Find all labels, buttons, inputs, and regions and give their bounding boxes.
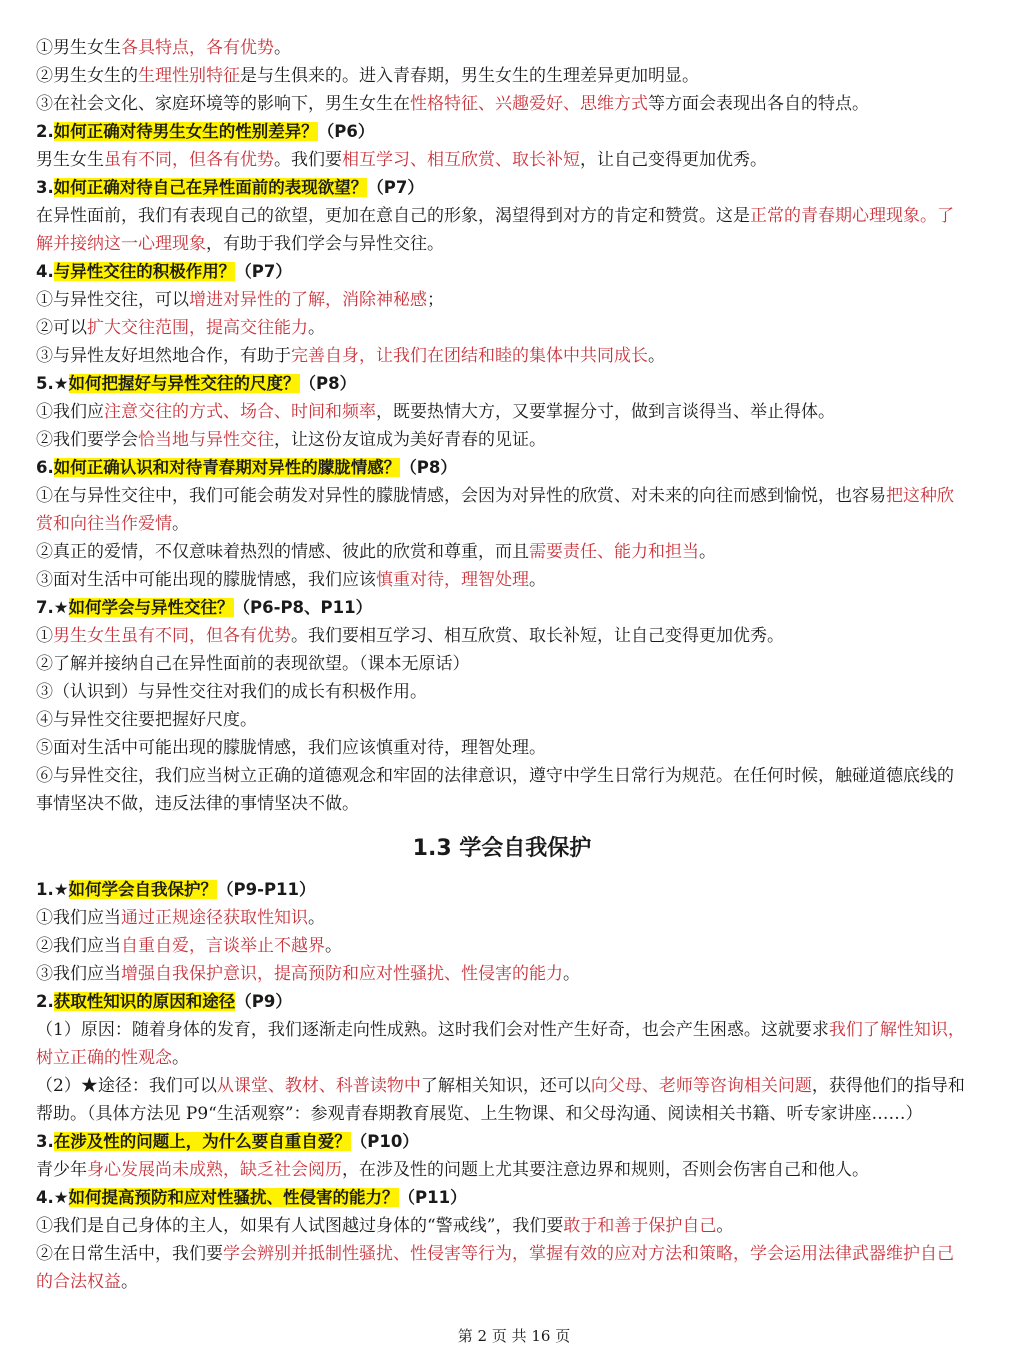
text-line (36, 202, 968, 258)
text-line (36, 34, 968, 62)
text-segment: 4.★ (36, 1188, 69, 1207)
key-point-text: 扩大交往范围，提高交往能力 (87, 318, 308, 338)
text-segment: 2. (36, 992, 54, 1011)
text-line (36, 482, 968, 538)
text-segment: ②在日常生活中，我们要 (36, 1244, 223, 1264)
text-segment: 6. (36, 458, 54, 477)
section-1-2-body (36, 34, 968, 818)
text-segment: ，获得他们的指导和帮助。（具体方法见 P9“生活观察”：参观青春期教育展览、上生物课、和父母沟通、阅读相关书籍、听专家讲座……） (36, 1076, 965, 1124)
text-segment: 。我们要 (274, 150, 342, 170)
text-segment: 。 (716, 1216, 734, 1236)
text-segment: 。我们要相互学习、相互欣赏、取长补短，让自己变得更加优秀。 (291, 626, 784, 646)
key-point-text: 相互学习、相互欣赏、取长补短 (342, 150, 580, 170)
text-segment: 在异性面前，我们有表现自己的欲望，更加在意自己的形象，渴望得到对方的肯定和赞赏。这是 (36, 206, 750, 226)
text-segment: 了解相关知识，还可以 (420, 1076, 591, 1096)
text-segment: ①我们应当 (36, 908, 121, 928)
highlighted-question: 与异性交往的积极作用？ (53, 262, 236, 281)
text-line (36, 706, 968, 734)
question-heading (36, 118, 968, 146)
highlighted-question: 如何学会与异性交往？ (68, 598, 234, 617)
text-segment: 。 (325, 936, 342, 956)
text-segment: 。 (648, 346, 665, 366)
text-segment: 3. (36, 178, 54, 197)
text-segment: ③我们应当 (36, 964, 121, 984)
question-heading (36, 258, 968, 286)
text-segment: 。 (563, 964, 580, 984)
highlighted-question: 如何把握好与异性交往的尺度？ (68, 374, 300, 393)
text-segment: 3. (36, 1132, 54, 1151)
text-segment: 。 (529, 570, 546, 590)
text-segment: 1.★ (36, 880, 69, 899)
text-segment: ③与异性友好坦然地合作，有助于 (36, 346, 291, 366)
text-line (36, 1016, 968, 1072)
text-segment: ②我们要学会 (36, 430, 138, 450)
text-segment: ，在涉及性的问题上尤其要注意边界和规则，否则会伤害自己和他人。 (342, 1160, 869, 1180)
text-line (36, 566, 968, 594)
key-point-text: 生理性别特征 (138, 66, 240, 86)
section-1-3-body (36, 876, 968, 1296)
text-segment: （P9） (235, 992, 292, 1011)
text-segment: ，让自己变得更加优秀。 (580, 150, 767, 170)
text-segment: ③面对生活中可能出现的朦胧情感，我们应该 (36, 570, 376, 590)
text-segment: 。 (172, 514, 189, 534)
highlighted-question: 如何学会自我保护？ (68, 880, 218, 899)
text-line (36, 622, 968, 650)
text-segment: ，让这份友谊成为美好青春的见证。 (274, 430, 546, 450)
text-segment: （P8） (299, 374, 357, 393)
text-segment: ②我们应当 (36, 936, 121, 956)
text-segment: 。 (699, 542, 716, 562)
text-segment: ②可以 (36, 318, 87, 338)
text-segment: ①男生女生 (36, 38, 121, 58)
key-point-text: 把这种欣赏和向往当作爱情 (36, 486, 954, 534)
text-segment: ① (36, 626, 53, 646)
text-line (36, 314, 968, 342)
text-segment: 。 (308, 908, 325, 928)
key-point-text: 性格特征、兴趣爱好、思维方式 (410, 94, 648, 114)
text-line (36, 650, 968, 678)
highlighted-question: 在涉及性的问题上，为什么要自重自爱？ (53, 1132, 351, 1151)
text-segment: （P8） (400, 458, 457, 477)
text-line (36, 538, 968, 566)
highlighted-question: 获取性知识的原因和途径 (53, 992, 236, 1011)
text-segment: （P10） (350, 1132, 419, 1151)
key-point-text: 向父母、老师等咨询相关问题 (590, 1076, 812, 1096)
key-point-text: 恰当地与异性交往 (138, 430, 274, 450)
text-line (36, 904, 968, 932)
text-segment: ④与异性交往要把握好尺度。 (36, 710, 257, 730)
key-point-text: 从课堂、教材、科普读物中 (216, 1076, 421, 1096)
text-segment: 。 (274, 38, 291, 58)
question-heading (36, 454, 968, 482)
text-segment: 等方面会表现出各自的特点。 (648, 94, 869, 114)
text-segment: 是与生俱来的。进入青春期，男生女生的生理差异更加明显。 (240, 66, 699, 86)
question-heading (36, 370, 968, 398)
text-segment: ①我们应 (36, 402, 104, 422)
text-line (36, 286, 968, 314)
text-line (36, 342, 968, 370)
text-segment: ①与异性交往，可以 (36, 290, 189, 310)
page-footer: 第 2 页 共 16 页 (457, 1327, 571, 1345)
key-point-text: 男生女生虽有不同，但各有优势 (53, 626, 291, 646)
text-segment: 。 (308, 318, 325, 338)
text-segment: 。 (121, 1272, 138, 1292)
text-segment: ①我们是自己身体的主人，如果有人试图越过身体的“警戒线”，我们要 (36, 1216, 564, 1236)
key-point-text: 敢于和善于保护自己 (563, 1216, 717, 1236)
key-point-text: 通过正规途径获取性知识 (121, 908, 308, 928)
text-segment: ②真正的爱情，不仅意味着热烈的情感、彼此的欣赏和尊重，而且 (36, 542, 529, 562)
text-line (36, 426, 968, 454)
text-line (36, 960, 968, 988)
text-segment: 青少年 (36, 1160, 87, 1180)
key-point-text: 需要责任、能力和担当 (529, 542, 699, 562)
key-point-text: 正常的青春期心理现象。了解并接纳这一心理现象 (36, 206, 954, 254)
question-heading (36, 174, 968, 202)
section-title: 1.3 学会自我保护 (412, 836, 592, 861)
question-heading (36, 1128, 968, 1156)
text-segment: （P7） (367, 178, 424, 197)
text-line (36, 398, 968, 426)
text-segment: 4. (36, 262, 54, 281)
text-segment: 5.★ (36, 374, 69, 393)
text-line (36, 62, 968, 90)
key-point-text: 完善自身，让我们在团结和睦的集体中共同成长 (291, 346, 648, 366)
text-segment: 7.★ (36, 598, 69, 617)
key-point-text: 自重自爱，言谈举止不越界 (121, 936, 325, 956)
text-segment: ③在社会文化、家庭环境等的影响下，男生女生在 (36, 94, 410, 114)
key-point-text: 身心发展尚未成熟，缺乏社会阅历 (87, 1160, 342, 1180)
text-segment: （P7） (235, 262, 292, 281)
text-segment: ⑤面对生活中可能出现的朦胧情感，我们应该慎重对待，理智处理。 (36, 738, 546, 758)
key-point-text: 各具特点，各有优势 (121, 38, 274, 58)
key-point-text: 增强自我保护意识，提高预防和应对性骚扰、性侵害的能力 (121, 964, 563, 984)
text-segment: （1）原因：随着身体的发育，我们逐渐走向性成熟。这时我们会对性产生好奇，也会产生困惑。这就要求 (36, 1020, 829, 1040)
text-segment: 。 (172, 1048, 189, 1068)
text-segment: ； (427, 290, 444, 310)
question-heading (36, 594, 968, 622)
question-heading (36, 1184, 968, 1212)
text-segment: ②了解并接纳自己在异性面前的表现欲望。（课本无原话） (36, 654, 470, 674)
text-segment: （P6-P8、P11） (233, 598, 373, 617)
text-line (36, 1212, 968, 1240)
text-segment: ，既要热情大方，又要掌握分寸，做到言谈得当、举止得体。 (376, 402, 835, 422)
text-segment: （P6） (317, 122, 375, 141)
highlighted-question: 如何正确认识和对待青春期对异性的朦胧情感？ (53, 458, 401, 477)
key-point-text: 学会辨别并抵制性骚扰、性侵害等行为，掌握有效的应对方法和策略，学会运用法律武器维护自己的合法权益 (36, 1244, 954, 1292)
highlighted-question: 如何正确对待自己在异性面前的表现欲望？ (53, 178, 368, 197)
text-line (36, 932, 968, 960)
key-point-text: 慎重对待，理智处理 (376, 570, 529, 590)
key-point-text: 虽有不同，但各有优势 (104, 150, 274, 170)
key-point-text: 我们了解性知识，树立正确的性观念 (36, 1020, 965, 1068)
text-segment: 2. (36, 122, 54, 141)
text-line (36, 1156, 968, 1184)
text-segment: （P11） (398, 1188, 467, 1207)
text-segment: ②男生女生的 (36, 66, 138, 86)
highlighted-question: 如何提高预防和应对性骚扰、性侵害的能力？ (68, 1188, 399, 1207)
text-line (36, 90, 968, 118)
text-segment: ⑥与异性交往，我们应当树立正确的道德观念和牢固的法律意识，遵守中学生日常行为规范。在任何时候，触碰道德底线的事情坚决不做，违反法律的事情坚决不做。 (36, 766, 954, 814)
question-heading (36, 988, 968, 1016)
text-segment: 男生女生 (36, 150, 104, 170)
text-line (36, 762, 968, 818)
text-line (36, 734, 968, 762)
text-line (36, 1240, 968, 1296)
text-segment: （P9-P11） (217, 880, 316, 899)
key-point-text: 增进对异性的了解，消除神秘感 (189, 290, 427, 310)
question-heading (36, 876, 968, 904)
text-line (36, 678, 968, 706)
text-line (36, 146, 968, 174)
text-segment: ③（认识到）与异性交往对我们的成长有积极作用。 (36, 682, 427, 702)
text-segment: （2）★途径：我们可以 (36, 1076, 217, 1096)
highlighted-question: 如何正确对待男生女生的性别差异？ (53, 122, 318, 141)
text-segment: ①在与异性交往中，我们可能会萌发对异性的朦胧情感，会因为对异性的欣赏、对未来的向往而感到愉悦，也容易 (36, 486, 886, 506)
text-segment: ，有助于我们学会与异性交往。 (206, 234, 444, 254)
text-line (36, 1072, 968, 1128)
key-point-text: 注意交往的方式、场合、时间和频率 (104, 402, 376, 422)
